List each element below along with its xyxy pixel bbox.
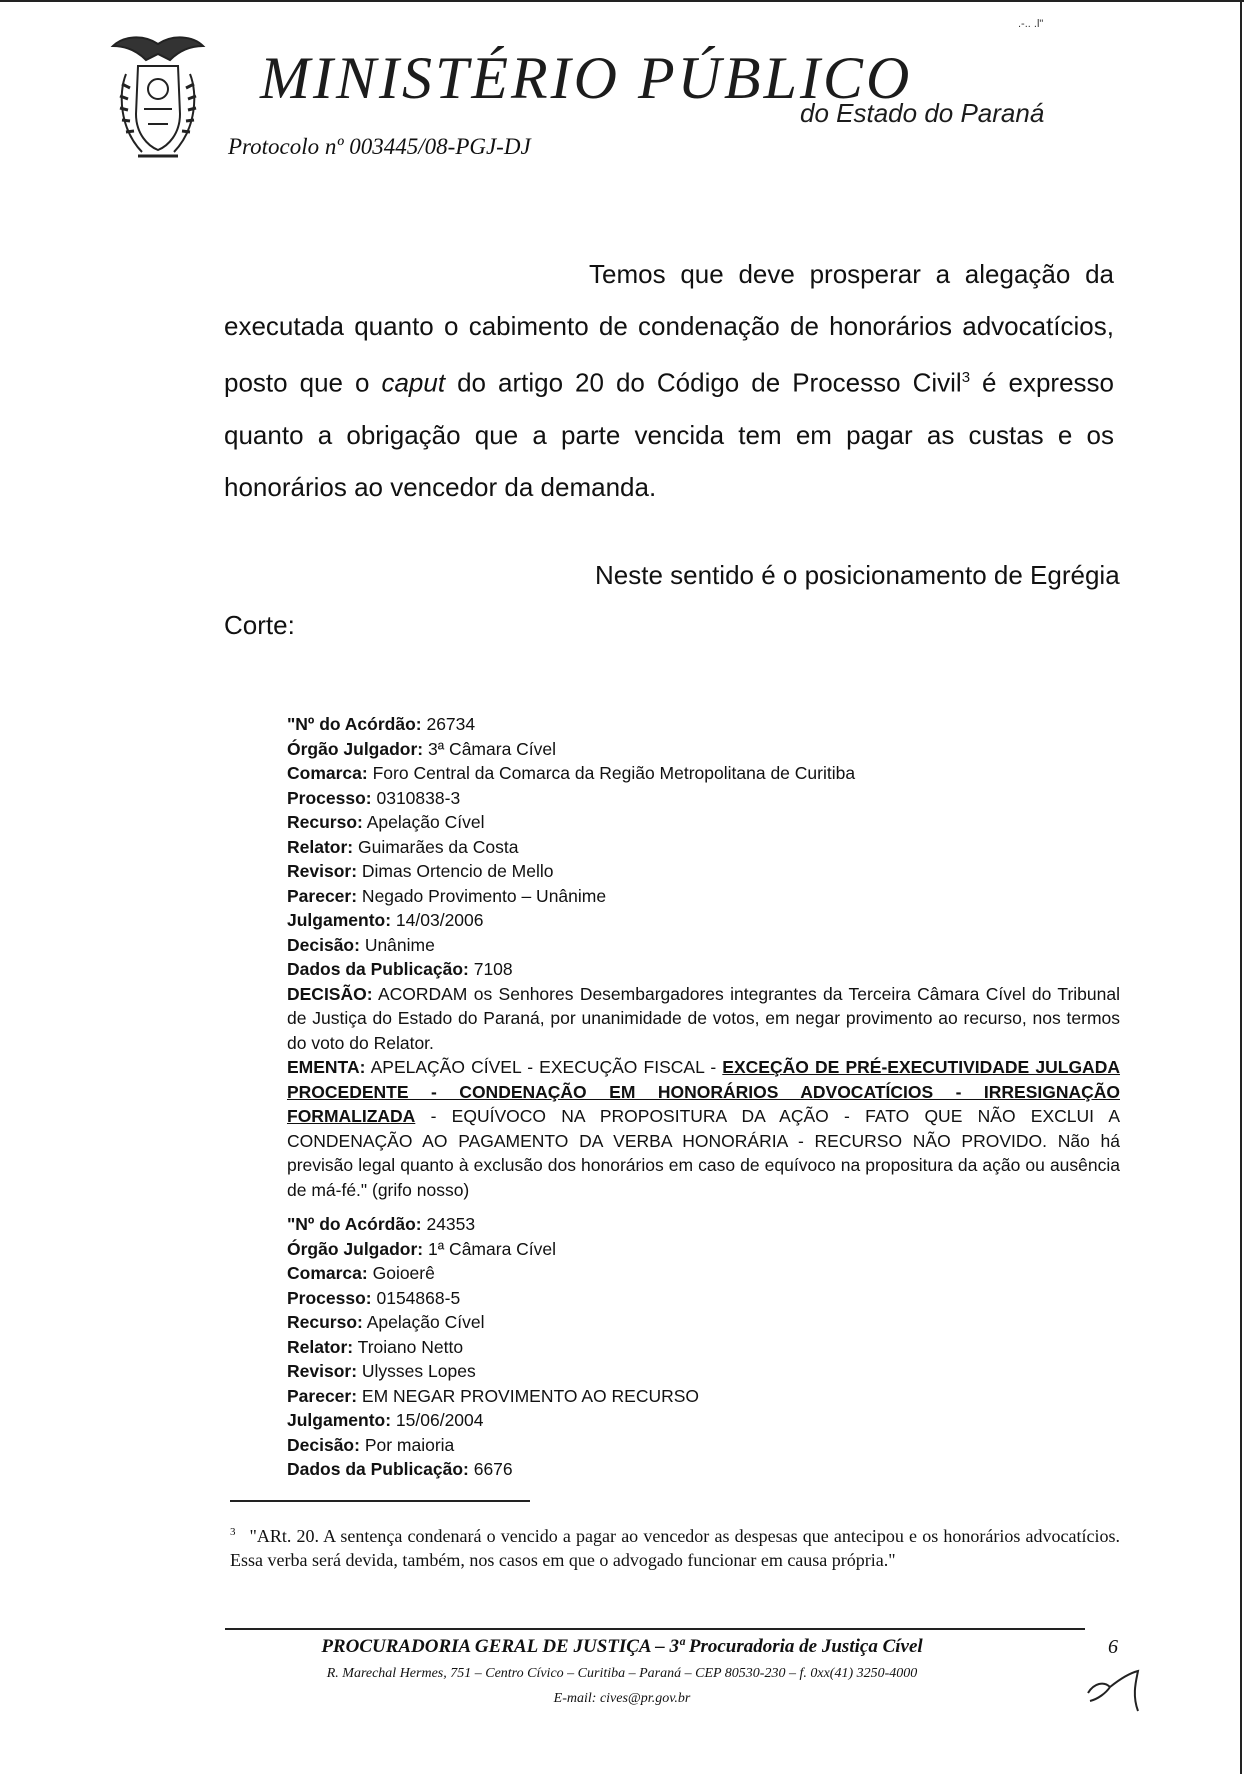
field-value: Apelação Cível xyxy=(362,812,485,832)
citation-field xyxy=(287,1310,1120,1335)
field-label: Decisão: xyxy=(287,934,360,955)
field-value: Negado Provimento – Unânime xyxy=(357,885,607,906)
field-label: Parecer: xyxy=(287,1385,358,1406)
citation-field xyxy=(287,1237,1120,1262)
citation-field xyxy=(287,1384,1120,1409)
letterhead-subtitle: do Estado do Paraná xyxy=(800,98,1045,128)
field-label: Processo: xyxy=(287,787,372,808)
citation-field xyxy=(287,1359,1120,1384)
field-label: Relator: xyxy=(287,836,354,857)
field-label: Recurso: xyxy=(287,1312,363,1332)
citation-field xyxy=(287,786,1120,811)
field-label: Relator: xyxy=(287,1336,354,1357)
citation-field xyxy=(287,933,1120,958)
citation-decisao xyxy=(287,982,1120,1056)
p1-part2: do artigo 20 do Código de Processo Civil xyxy=(445,367,962,398)
field-label: "Nº do Acórdão: xyxy=(287,1214,422,1234)
citation-field xyxy=(287,1408,1120,1433)
p1-caput: caput xyxy=(381,367,446,398)
field-value: 0154868-5 xyxy=(371,1287,461,1308)
paragraph-2-line: Neste sentido é o posicionamento de Egrégia xyxy=(595,560,1120,590)
field-value: 3ª Câmara Cível xyxy=(423,738,557,759)
field-label: Órgão Julgador: xyxy=(287,1238,424,1259)
field-value: Troiano Netto xyxy=(353,1336,464,1357)
field-value: Guimarães da Costa xyxy=(353,836,519,857)
parana-coat-of-arms-icon xyxy=(108,34,208,164)
citation-field xyxy=(287,1286,1120,1311)
field-label: Processo: xyxy=(287,1287,372,1308)
handwritten-initials xyxy=(1080,1655,1150,1715)
citation-field xyxy=(287,1457,1120,1482)
ementa-text-1: APELAÇÃO CÍVEL - EXECUÇÃO FISCAL - xyxy=(365,1057,723,1077)
footer-institution: PROCURADORIA GERAL DE JUSTIÇA – 3ª Procuradoria de Justiça Cível xyxy=(321,1636,923,1657)
field-value: 7108 xyxy=(468,959,513,979)
field-value: Unânime xyxy=(359,934,435,955)
field-value: Apelação Cível xyxy=(362,1312,485,1332)
field-value: 14/03/2006 xyxy=(391,910,484,930)
footnote-ref: 3 xyxy=(961,369,971,386)
citation-field xyxy=(287,737,1120,762)
field-value: 1ª Câmara Cível xyxy=(423,1238,557,1259)
field-label: Revisor: xyxy=(287,1361,358,1381)
field-label: Decisão: xyxy=(287,1434,360,1455)
citation-field xyxy=(287,1261,1120,1286)
field-value: Por maioria xyxy=(359,1434,455,1455)
field-value: Foro Central da Comarca da Região Metropolitana de Curitiba xyxy=(367,763,856,783)
field-value: 24353 xyxy=(421,1214,476,1234)
page-number: 6 xyxy=(1108,1636,1118,1658)
ementa-text-2: - EQUÍVOCO NA PROPOSITURA DA AÇÃO - FATO QUE NÃO EXCLUI A CONDENAÇÃO AO PAGAMENTO DA VERBA HONORÁRIA - RECURSO NÃO PROVIDO. Não há previsão legal quanto à exclusão dos honorários em caso de equívoco na propositura da ação ou ausência de má-fé." (grifo nosso) xyxy=(287,1106,1120,1200)
citation-block-1 xyxy=(287,712,1120,1202)
field-label: Recurso: xyxy=(287,812,363,832)
field-value: 26734 xyxy=(421,714,476,734)
citation-field xyxy=(287,859,1120,884)
citation-field xyxy=(287,810,1120,835)
field-value: 0310838-3 xyxy=(371,787,461,808)
paragraph-1 xyxy=(224,248,1114,513)
field-label: Revisor: xyxy=(287,861,358,881)
field-value: 15/06/2004 xyxy=(391,1410,484,1430)
right-border xyxy=(1240,0,1242,1774)
footnote-marker: 3 xyxy=(230,1526,236,1538)
field-label: Comarca: xyxy=(287,763,368,783)
field-value: Goioerê xyxy=(367,1263,435,1283)
field-label: Parecer: xyxy=(287,885,358,906)
citation-ementa xyxy=(287,1055,1120,1202)
field-value: Dimas Ortencio de Mello xyxy=(357,861,554,881)
field-label: Dados da Publicação: xyxy=(287,1459,469,1479)
footnote-text: "ARt. 20. A sentença condenará o vencido a pagar ao vencedor as despesas que antecipou e os honorários advocatícios. Essa verba será devida, também, nos casos em que o advogado funcionar em causa própria." xyxy=(230,1526,1120,1570)
field-value: 6676 xyxy=(468,1459,513,1479)
footer-email: E-mail: cives@pr.gov.br xyxy=(553,1691,691,1706)
ementa-highlight: EXCEÇÃO DE PRÉ-EXECUTIVIDADE JULGADA PROCEDENTE - CONDENAÇÃO EM HONORÁRIOS ADVOCATÍCIOS - IRRESIGNAÇÃO FORMALIZADA xyxy=(287,1057,1120,1126)
citation-field xyxy=(287,1433,1120,1458)
citation-field xyxy=(287,761,1120,786)
citation-field xyxy=(287,1212,1120,1237)
citation-field xyxy=(287,835,1120,860)
decisao-label: DECISÃO: xyxy=(287,983,373,1004)
footnote xyxy=(230,1520,1120,1572)
citation-field xyxy=(287,957,1120,982)
field-label: Julgamento: xyxy=(287,910,392,930)
top-border xyxy=(0,0,1244,2)
paragraph-2-corte: Corte: xyxy=(224,610,295,640)
footer-address: R. Marechal Hermes, 751 – Centro Cívico – Curitiba – Paraná – CEP 80530-230 – f. 0xx(41) 3250-4000 xyxy=(326,1666,918,1681)
citation-field xyxy=(287,712,1120,737)
field-value: EM NEGAR PROVIMENTO AO RECURSO xyxy=(357,1385,700,1406)
citation-field xyxy=(287,908,1120,933)
citation-field xyxy=(287,1335,1120,1360)
ementa-label: EMENTA: xyxy=(287,1057,366,1077)
decisao-text: ACORDAM os Senhores Desembargadores integrantes da Terceira Câmara Cível do Tribunal de Justiça do Estado do Paraná, por unanimidade de votos, em negar provimento ao recurso, nos termos do voto do Relator. xyxy=(287,983,1120,1053)
field-label: Julgamento: xyxy=(287,1410,392,1430)
p1-part1: Temos que deve prosperar a alegação da executada quanto o cabimento de condenação de honorários advocatícios, posto que o xyxy=(224,259,1114,398)
field-label: Dados da Publicação: xyxy=(287,959,469,979)
p1-part3: é expresso quanto a obrigação que a parte vencida tem em pagar as custas e os honorários ao vencedor da demanda. xyxy=(224,367,1114,502)
letterhead-title: MINISTÉRIO PÚBLICO xyxy=(260,45,913,111)
field-label: Órgão Julgador: xyxy=(287,738,424,759)
corner-mark: .-.. .l" xyxy=(1018,18,1044,30)
field-value: Ulysses Lopes xyxy=(357,1361,476,1381)
field-label: Comarca: xyxy=(287,1263,368,1283)
protocol-number: Protocolo nº 003445/08-PGJ-DJ xyxy=(228,134,531,159)
field-label: "Nº do Acórdão: xyxy=(287,714,422,734)
footer-separator xyxy=(225,1628,1085,1630)
footnote-separator xyxy=(230,1500,530,1502)
citation-field xyxy=(287,884,1120,909)
citation-block-2 xyxy=(287,1212,1120,1482)
